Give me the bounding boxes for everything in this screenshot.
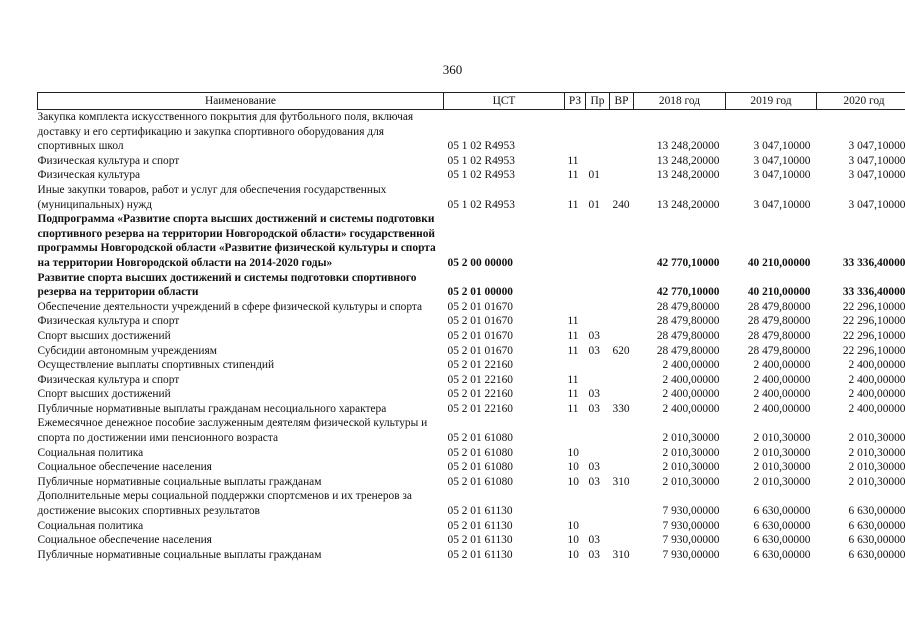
cell-2019: 28 479,80000 [747,300,811,313]
cell-2018: 28 479,80000 [656,329,720,342]
cell-vr [610,168,634,183]
cell-2018: 28 479,80000 [656,315,720,328]
cell-cst: 05 2 01 22160 [447,388,513,401]
cell-2020: 2 400,00000 [848,373,905,386]
cell-2018: 13 248,20000 [656,169,720,182]
header-name: Наименование [38,93,444,110]
cell-name: Развитие спорта высших достижений и системы подготовки спортивного резерва на территории области [37,271,417,299]
header-2019: 2019 год [726,93,817,110]
cell-name: Иные закупки товаров, работ и услуг для обеспечения государственных (муниципальных) нужд [37,183,387,211]
cell-name: Социальное обеспечение населения [37,461,212,474]
cell-2018: 13 248,20000 [656,198,720,211]
cell-vr [610,300,634,315]
cell-rz: 11 [567,402,579,415]
table-row [38,271,905,300]
cell-vr: 310 [612,548,630,561]
cell-2019: 40 210,00000 [747,256,811,269]
cell-name: Публичные нормативные социальные выплаты гражданам [37,475,322,488]
cell-pr: 03 [588,344,600,357]
cell-pr: 01 [588,198,600,211]
cell-vr [610,387,634,402]
cell-pr: 03 [588,388,600,401]
header-pr: Пр [586,93,610,110]
table-row [38,329,905,344]
cell-2020: 2 400,00000 [848,402,905,415]
cell-2018: 42 770,10000 [656,256,720,269]
cell-rz: 11 [567,329,579,342]
cell-2019: 28 479,80000 [747,329,811,342]
cell-pr: 03 [588,461,600,474]
cell-2020: 3 047,10000 [848,198,905,211]
cell-2018: 2 400,00000 [662,402,720,415]
cell-rz: 11 [567,344,579,357]
cell-2019: 3 047,10000 [753,140,811,153]
cell-name: Физическая культура и спорт [37,154,180,167]
cell-pr [586,489,610,518]
cell-pr [586,373,610,388]
cell-cst: 05 2 01 22160 [447,373,513,386]
cell-2020: 33 336,40000 [842,256,905,269]
cell-2020: 3 047,10000 [848,140,905,153]
cell-vr: 330 [612,402,630,415]
table-row [38,110,905,154]
page-number: 360 [442,62,463,77]
cell-rz: 11 [567,373,579,386]
cell-name: Закупка комплекта искусственного покрытия для футбольного поля, включая доставку и его сертификацию и закупка спортивного оборудования для спортивных школ [37,111,414,153]
cell-2018: 7 930,00000 [662,519,720,532]
cell-2019: 28 479,80000 [747,344,811,357]
cell-2019: 40 210,00000 [747,286,811,299]
cell-vr [610,358,634,373]
cell-2018: 2 010,30000 [662,475,720,488]
cell-2020: 2 400,00000 [848,388,905,401]
cell-rz: 11 [567,315,579,328]
cell-cst: 05 2 01 61080 [447,461,513,474]
table-header [38,93,905,110]
cell-rz [565,271,586,300]
cell-rz: 10 [567,475,579,488]
cell-rz: 11 [567,169,579,182]
cell-2020: 33 336,40000 [842,286,905,299]
cell-2020: 6 630,00000 [848,505,905,518]
cell-cst: 05 1 02 R4953 [447,169,515,182]
cell-pr [586,416,610,445]
cell-rz: 10 [567,548,579,561]
cell-2018: 2 010,30000 [662,446,720,459]
cell-vr [610,460,634,475]
cell-2020: 22 296,10000 [842,344,905,357]
cell-cst: 05 2 01 01670 [447,315,513,328]
cell-2019: 2 010,30000 [753,461,811,474]
cell-2018: 28 479,80000 [656,300,720,313]
cell-cst: 05 2 01 22160 [447,359,513,372]
table-row [38,183,905,212]
cell-2020: 2 010,30000 [848,432,905,445]
cell-2020: 6 630,00000 [848,548,905,561]
table-row [38,387,905,402]
cell-name: Публичные нормативные социальные выплаты гражданам [37,548,322,561]
cell-vr [610,110,634,154]
cell-2018: 2 010,30000 [662,432,720,445]
cell-pr [586,358,610,373]
header-vr: ВР [610,93,634,110]
cell-pr [586,446,610,461]
cell-vr [610,533,634,548]
cell-vr [610,154,634,169]
cell-name: Спорт высших достижений [37,329,171,342]
cell-rz [565,300,586,315]
cell-2019: 2 010,30000 [753,446,811,459]
cell-cst: 05 2 01 61130 [447,505,513,518]
table-row [38,475,905,490]
cell-2019: 2 400,00000 [753,402,811,415]
cell-2018: 28 479,80000 [656,344,720,357]
cell-2020: 2 010,30000 [848,446,905,459]
cell-2020: 2 010,30000 [848,461,905,474]
cell-rz: 10 [567,519,579,532]
cell-pr: 03 [588,475,600,488]
cell-name: Обеспечение деятельности учреждений в сфере физической культуры и спорта [37,300,423,313]
cell-vr: 240 [612,198,630,211]
table-row [38,533,905,548]
cell-name: Социальная политика [37,519,144,532]
cell-pr [586,314,610,329]
table-row [38,300,905,315]
cell-cst: 05 2 01 01670 [447,344,513,357]
table-row [38,416,905,445]
cell-2018: 7 930,00000 [662,534,720,547]
cell-2018: 13 248,20000 [656,154,720,167]
cell-name: Субсидии автономным учреждениям [37,344,217,357]
cell-2018: 2 400,00000 [662,373,720,386]
cell-pr [586,271,610,300]
cell-cst: 05 2 01 61080 [447,432,513,445]
cell-rz: 11 [567,154,579,167]
budget-table [37,92,905,562]
cell-vr [610,212,634,270]
cell-2019: 6 630,00000 [753,519,811,532]
cell-2020: 6 630,00000 [848,534,905,547]
cell-vr [610,271,634,300]
table-row [38,358,905,373]
table-row [38,344,905,359]
cell-cst: 05 2 01 61130 [447,548,513,561]
cell-2018: 13 248,20000 [656,140,720,153]
cell-2020: 22 296,10000 [842,315,905,328]
cell-rz: 10 [567,446,579,459]
cell-2018: 2 010,30000 [662,461,720,474]
cell-2020: 3 047,10000 [848,169,905,182]
cell-cst: 05 2 00 00000 [447,256,513,269]
cell-vr [610,329,634,344]
cell-2018: 2 400,00000 [662,388,720,401]
cell-2020: 22 296,10000 [842,300,905,313]
cell-2019: 2 400,00000 [753,373,811,386]
cell-name: Социальная политика [37,446,144,459]
cell-vr [610,416,634,445]
cell-pr: 03 [588,534,600,547]
cell-name: Спорт высших достижений [37,388,171,401]
cell-rz [565,110,586,154]
cell-rz [565,489,586,518]
cell-2019: 2 400,00000 [753,388,811,401]
cell-name: Осуществление выплаты спортивных стипендий [37,359,275,372]
cell-name: Социальное обеспечение населения [37,534,212,547]
cell-rz [565,212,586,270]
cell-rz: 10 [567,461,579,474]
cell-2018: 42 770,10000 [656,286,720,299]
cell-cst: 05 1 02 R4953 [447,198,515,211]
table-row [38,446,905,461]
cell-2019: 2 400,00000 [753,359,811,372]
header-cst: ЦСТ [444,93,565,110]
table-row [38,519,905,534]
header-rz: РЗ [565,93,586,110]
cell-2019: 28 479,80000 [747,315,811,328]
cell-2018: 2 400,00000 [662,359,720,372]
cell-name: Ежемесячное денежное пособие заслуженным деятелям физической культуры и спорта по достижении ими пенсионного возраста [37,417,428,445]
cell-pr [586,110,610,154]
cell-vr [610,314,634,329]
cell-2020: 2 400,00000 [848,359,905,372]
cell-2019: 3 047,10000 [753,169,811,182]
cell-pr: 01 [588,169,600,182]
cell-rz [565,416,586,445]
cell-name: Публичные нормативные выплаты гражданам несоциального характера [37,402,387,415]
cell-2019: 6 630,00000 [753,534,811,547]
table-body [38,110,905,563]
cell-2019: 6 630,00000 [753,548,811,561]
header-2020: 2020 год [817,93,905,110]
table-row [38,314,905,329]
cell-pr: 03 [588,329,600,342]
table-row [38,212,905,270]
cell-rz: 11 [567,388,579,401]
cell-cst: 05 2 01 22160 [447,402,513,415]
cell-pr: 03 [588,402,600,415]
cell-vr [610,489,634,518]
cell-name: Подпрограмма «Развитие спорта высших достижений и системы подготовки спортивного резерва на территории Новгородской области» государственной программы Новгородской области «Развитие физической культуры и спорта на территории Новгородской области на 2014-2020 годы» [37,213,436,269]
cell-name: Дополнительные меры социальной поддержки спортсменов и их тренеров за достижение высоких спортивных результатов [37,490,412,518]
table-row [38,373,905,388]
cell-rz: 10 [567,534,579,547]
cell-cst: 05 1 02 R4953 [447,154,515,167]
cell-cst: 05 2 01 01670 [447,329,513,342]
cell-2019: 3 047,10000 [753,198,811,211]
table-row [38,402,905,417]
cell-vr: 620 [612,344,630,357]
cell-cst: 05 2 01 61080 [447,475,513,488]
cell-name: Физическая культура [37,169,141,182]
cell-cst: 05 2 01 61130 [447,534,513,547]
table-row [38,168,905,183]
cell-pr [586,300,610,315]
cell-rz [565,358,586,373]
cell-cst: 05 2 01 61130 [447,519,513,532]
cell-2019: 2 010,30000 [753,432,811,445]
cell-pr: 03 [588,548,600,561]
cell-2020: 22 296,10000 [842,329,905,342]
cell-2019: 3 047,10000 [753,154,811,167]
cell-vr [610,519,634,534]
cell-name: Физическая культура и спорт [37,315,180,328]
cell-rz: 11 [567,198,579,211]
cell-cst: 05 2 01 01670 [447,300,513,313]
table-row [38,460,905,475]
cell-cst: 05 2 01 61080 [447,446,513,459]
cell-pr [586,154,610,169]
cell-2018: 7 930,00000 [662,548,720,561]
cell-vr: 310 [612,475,630,488]
cell-pr [586,212,610,270]
table-row [38,548,905,563]
cell-2020: 6 630,00000 [848,519,905,532]
cell-2018: 7 930,00000 [662,505,720,518]
header-2018: 2018 год [634,93,726,110]
cell-2019: 6 630,00000 [753,505,811,518]
cell-2020: 3 047,10000 [848,154,905,167]
cell-cst: 05 2 01 00000 [447,286,513,299]
table-row [38,489,905,518]
cell-name: Физическая культура и спорт [37,373,180,386]
cell-vr [610,373,634,388]
cell-pr [586,519,610,534]
cell-2020: 2 010,30000 [848,475,905,488]
cell-vr [610,446,634,461]
cell-cst: 05 1 02 R4953 [447,140,515,153]
table-row [38,154,905,169]
cell-2019: 2 010,30000 [753,475,811,488]
